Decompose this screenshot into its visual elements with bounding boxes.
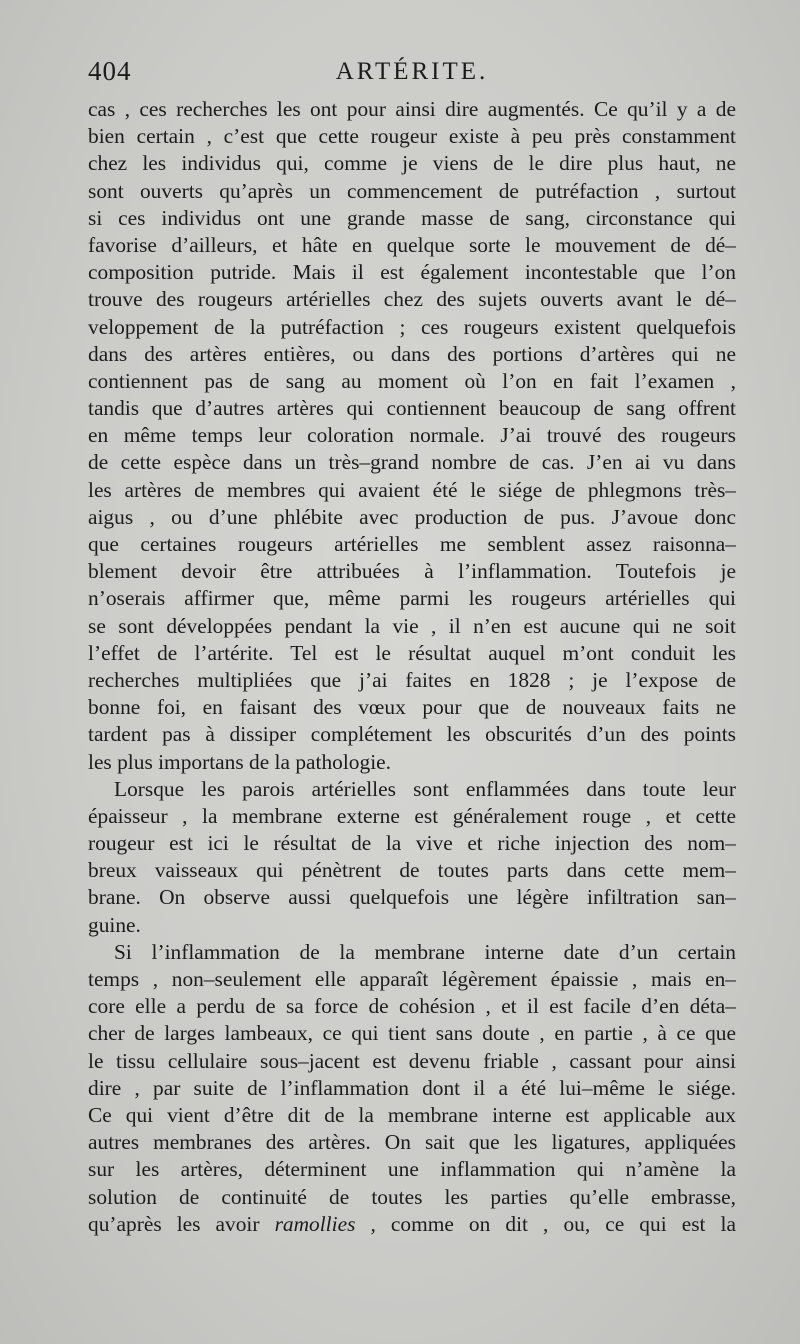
- text-line: temps , non–seulement elle apparaît légèrement épaissie , mais en–: [88, 967, 736, 991]
- text-line: contiennent pas de sang au moment où l’on en fait l’examen ,: [88, 368, 736, 393]
- page-number: 404: [88, 56, 132, 86]
- text-line: rougeur est ici le résultat de la vive et riche injection des nom–: [88, 831, 736, 856]
- text-line: les artères de membres qui avaient été le siége de phlegmons très–: [88, 477, 736, 502]
- text-line: sont ouverts qu’après un commencement de putréfaction , surtout: [88, 178, 736, 203]
- paragraph-last-line: guine.: [88, 912, 141, 937]
- text-line: solution de continuité de toutes les parties qu’elle embrasse,: [88, 1184, 736, 1209]
- text-line: si ces individus ont une grande masse de sang, circonstance qui: [88, 205, 736, 230]
- text-line: Ce qui vient d’être dit de la membrane interne est applicable aux: [88, 1102, 736, 1127]
- text-line: chez les individus qui, comme je viens de le dire plus haut, ne: [88, 151, 736, 176]
- paragraph-first-line: Si l’inflammation de la membrane interne date d’un certain: [114, 939, 736, 964]
- text-line: dire , par suite de l’inflammation dont il a été lui–même le siége.: [88, 1075, 736, 1100]
- text-line: autres membranes des artères. On sait que les ligatures, appliquées: [88, 1130, 736, 1155]
- text-line: aigus , ou d’une phlébite avec production de pus. J’avoue donc: [88, 504, 736, 529]
- text-line: l’effet de l’artérite. Tel est le résultat auquel m’ont conduit les: [88, 640, 736, 665]
- text-line: favorise d’ailleurs, et hâte en quelque sorte le mouvement de dé–: [88, 232, 736, 257]
- text-line: épaisseur , la membrane externe est généralement rouge , et cette: [88, 803, 736, 828]
- text-segment: qu’après les avoir: [88, 1211, 260, 1236]
- text-line: breux vaisseaux qui pénètrent de toutes parts dans cette mem–: [88, 858, 736, 883]
- text-line: se sont développées pendant la vie , il n’en est aucune qui ne soit: [88, 613, 736, 638]
- text-line: dans des artères entières, ou dans des portions d’artères qui ne: [88, 341, 736, 366]
- text-line: veloppement de la putréfaction ; ces rougeurs existent quelquefois: [88, 314, 736, 339]
- body-text: [88, 96, 736, 1238]
- text-line: en même temps leur coloration normale. J’ai trouvé des rougeurs: [88, 423, 736, 448]
- text-line: bonne foi, en faisant des vœux pour que de nouveaux faits ne: [88, 695, 736, 720]
- italic-term: ramollies ,: [274, 1211, 376, 1236]
- text-line: composition putride. Mais il est également incontestable que l’on: [88, 260, 736, 285]
- text-line: cher de larges lambeaux, ce qui tient sans doute , en partie , à ce que: [88, 1021, 736, 1046]
- running-title: ARTÉRITE.: [335, 58, 489, 85]
- text-line: blement devoir être attribuées à l’inflammation. Toutefois je: [88, 559, 736, 584]
- text-line: de cette espèce dans un très–grand nombre de cas. J’en ai vu dans: [88, 450, 736, 475]
- text-line-mixed: [88, 1211, 736, 1238]
- paragraph-first-line: Lorsque les parois artérielles sont enflammées dans toute leur: [114, 776, 736, 801]
- text-line: bien certain , c’est que cette rougeur existe à peu près constamment: [88, 124, 736, 149]
- text-line: tardent pas à dissiper complétement les obscurités d’un des points: [88, 722, 736, 747]
- paragraph-last-line: les plus importans de la pathologie.: [88, 749, 391, 774]
- text-line: tandis que d’autres artères qui contiennent beaucoup de sang offrent: [88, 396, 736, 421]
- text-line: le tissu cellulaire sous–jacent est devenu friable , cassant pour ainsi: [88, 1048, 736, 1073]
- text-line: trouve des rougeurs artérielles chez des sujets ouverts avant le dé–: [88, 287, 736, 312]
- text-segment: comme on dit , ou, ce qui est la: [390, 1211, 736, 1236]
- text-line: n’oserais affirmer que, même parmi les rougeurs artérielles qui: [88, 586, 736, 611]
- page-header: [88, 52, 736, 96]
- text-line: brane. On observe aussi quelquefois une légère infiltration san–: [88, 885, 736, 910]
- text-line: core elle a perdu de sa force de cohésion , et il est facile d’en déta–: [88, 994, 736, 1019]
- text-line: sur les artères, déterminent une inflammation qui n’amène la: [88, 1157, 736, 1182]
- text-line: que certaines rougeurs artérielles me semblent assez raisonna–: [88, 532, 736, 556]
- text-line: cas , ces recherches les ont pour ainsi dire augmentés. Ce qu’il y a de: [88, 97, 736, 121]
- text-line: recherches multipliées que j’ai faites en 1828 ; je l’expose de: [88, 667, 736, 692]
